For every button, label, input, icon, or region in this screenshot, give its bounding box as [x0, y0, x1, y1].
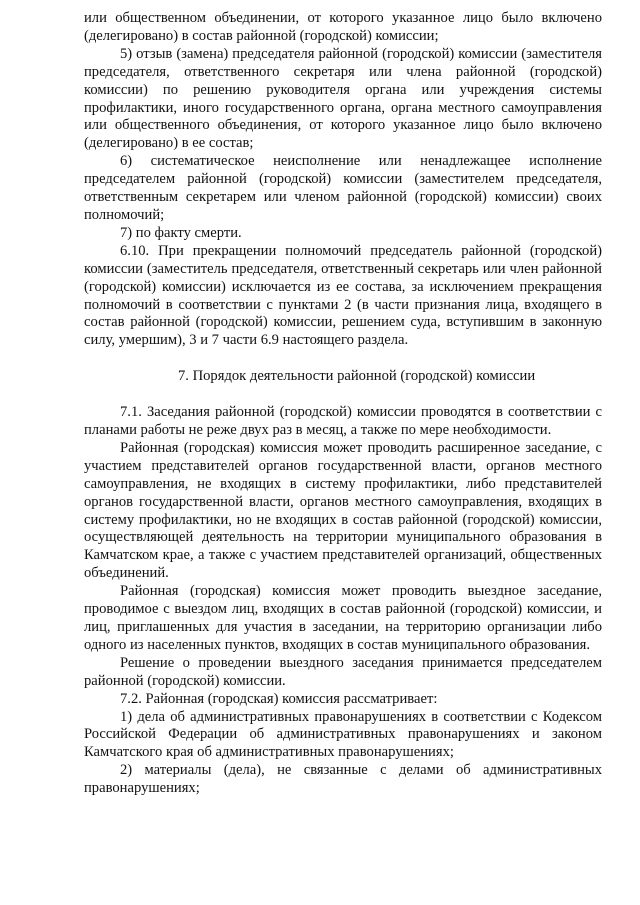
paragraph-7-2: 7.2. Районная (городская) комиссия рассматривает:: [120, 690, 438, 707]
paragraph-field-decision: Решение о проведении выездного заседания принимается председателем районной (городской) комиссии.: [84, 654, 602, 689]
paragraph-6-10: 6.10. При прекращении полномочий председатель районной (городской) комиссии (заместитель председателя, ответственный секретарь или член районной (городской) комиссии) исключается из ее состава, за исключением прекращения полномочий в соответствии с пунктами 2 (в части признания лица, входящего в состав районной (городской) комиссии, решением суда, вступившим в законную силу, умершим), 3 и 7 части 6.9 настоящего раздела.: [84, 242, 602, 349]
paragraph-7-1: 7.1. Заседания районной (городской) комиссии проводятся в соответствии с планами работы не реже двух раз в месяц, а также по мере необходимости.: [84, 404, 602, 439]
paragraph-extended-session: Районная (городская) комиссия может проводить расширенное заседание, с участием представителей органов государственной власти, органов местного самоуправления, не входящих в систему профилактики, либо представителей органов государственной власти, органов местного самоуправления, входящих в систему профилактики, но не входящих в состав районной (городской) комиссии, осуществляющей деятельность на территории муниципального образования в Камчатском крае, а также с участием представителей организаций, общественных объединений.: [84, 439, 602, 582]
section-heading: 7. Порядок деятельности районной (городской) комиссии: [178, 368, 536, 385]
paragraph-item-5: 5) отзыв (замена) председателя районной (городской) комиссии (заместителя председателя, ответственного секретаря или члена районной (городской) комиссии) по решению руководителя органа или учреждения системы профилактики, иного государственного органа, органа местного самоуправления или общественного объединения, от которого указанное лицо было включено (делегировано) в ее состав;: [84, 45, 602, 152]
paragraph-7-2-item-1: 1) дела об административных правонарушениях в соответствии с Кодексом Российской Федерации об административных правонарушениях и законом Камчатского края об административных правонарушениях;: [84, 708, 602, 761]
paragraph-item-6: 6) систематическое неисполнение или ненадлежащее исполнение председателем районной (городской) комиссии (заместителем председателя, ответственным секретарем или членом районной (городской) комиссии) своих полномочий;: [84, 153, 602, 223]
paragraph-item-7: 7) по факту смерти.: [120, 224, 242, 241]
document-body: [84, 10, 602, 798]
paragraph-field-session: Районная (городская) комиссия может проводить выездное заседание, проводимое с выездом лиц, входящих в состав районной (городской) комиссии, и лиц, приглашенных для участия в заседании, на территорию организации либо одного из населенных пунктов, входящих в состав муниципального образования.: [84, 583, 602, 653]
paragraph-continued: или общественном объединении, от которого указанное лицо было включено (делегировано) в состав районной (городской) комиссии;: [84, 10, 602, 44]
paragraph-7-2-item-2: 2) материалы (дела), не связанные с делами об административных правонарушениях;: [84, 762, 602, 797]
